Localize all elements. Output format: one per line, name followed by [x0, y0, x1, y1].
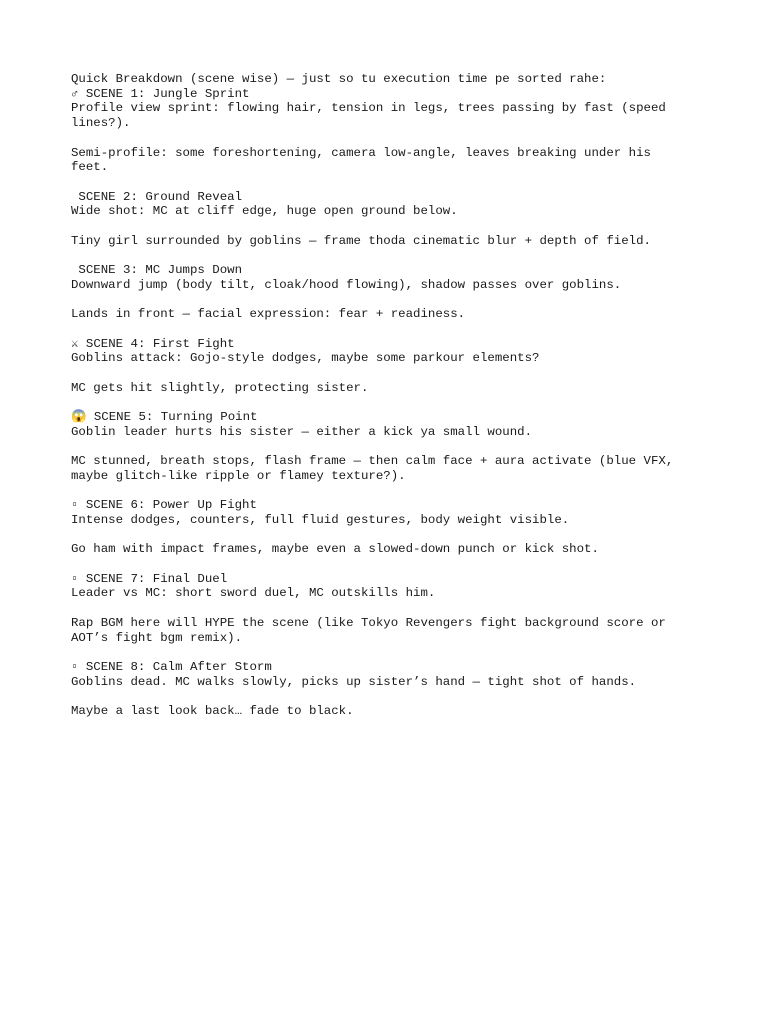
- blank-line: [71, 484, 711, 499]
- scene-heading: ⚔ SCENE 4: First Fight: [71, 336, 235, 351]
- blank-line: [71, 439, 711, 454]
- scene-2: [71, 190, 711, 263]
- blank-line: [71, 645, 711, 660]
- scene-heading: ▫ SCENE 7: Final Duel: [71, 571, 228, 586]
- scene-text: Lands in front — facial expression: fear + readiness.: [71, 307, 466, 322]
- document-page: [71, 72, 711, 719]
- scene-text: Semi-profile: some foreshortening, camera low-angle, leaves breaking under his: [71, 145, 651, 160]
- scene-heading: SCENE 2: Ground Reveal: [71, 189, 243, 204]
- scene-heading: 😱 SCENE 5: Turning Point: [71, 410, 258, 425]
- blank-line: [71, 175, 711, 190]
- scene-text: Goblin leader hurts his sister — either a kick ya small wound.: [71, 424, 533, 439]
- scene-text: Goblins dead. MC walks slowly, picks up sister’s hand — tight shot of hands.: [71, 674, 637, 689]
- blank-line: [71, 689, 711, 704]
- blank-line: [71, 366, 711, 381]
- scene-8: [71, 660, 711, 719]
- scene-7: [71, 572, 711, 660]
- scene-text: Wide shot: MC at cliff edge, huge open ground below.: [71, 204, 458, 219]
- scene-3: [71, 263, 711, 336]
- scene-text: Leader vs MC: short sword duel, MC outskills him.: [71, 586, 436, 601]
- scene-heading: ♂ SCENE 1: Jungle Sprint: [71, 86, 250, 101]
- blank-line: [71, 131, 711, 146]
- blank-line: [71, 395, 711, 410]
- scene-4: [71, 337, 711, 410]
- intro-line: Quick Breakdown (scene wise) — just so tu execution time pe sorted rahe:: [71, 72, 607, 86]
- scene-6: [71, 498, 711, 571]
- scene-text: Goblins attack: Gojo-style dodges, maybe some parkour elements?: [71, 351, 540, 366]
- scene-text: Tiny girl surrounded by goblins — frame thoda cinematic blur + depth of field.: [71, 233, 651, 248]
- blank-line: [71, 248, 711, 263]
- scene-text: Profile view sprint: flowing hair, tension in legs, trees passing by fast (speed: [71, 101, 666, 116]
- blank-line: [71, 528, 711, 543]
- scene-heading: ▫ SCENE 6: Power Up Fight: [71, 498, 257, 513]
- scene-text: maybe glitch-like ripple or flamey texture?).: [71, 468, 406, 483]
- scene-text: AOT’s fight bgm remix).: [71, 630, 243, 645]
- scene-heading: SCENE 3: MC Jumps Down: [71, 263, 243, 278]
- scene-text: Downward jump (body tilt, cloak/hood flowing), shadow passes over goblins.: [71, 277, 622, 292]
- blank-line: [71, 322, 711, 337]
- scene-text: lines?).: [71, 116, 131, 131]
- scene-5: [71, 410, 711, 498]
- scene-1: [71, 87, 711, 190]
- scene-text: MC stunned, breath stops, flash frame — then calm face + aura activate (blue VFX,: [71, 454, 674, 469]
- scene-text: MC gets hit slightly, protecting sister.: [71, 380, 369, 395]
- scene-heading: ▫ SCENE 8: Calm After Storm: [71, 659, 272, 674]
- scene-text: Maybe a last look back… fade to black.: [71, 704, 354, 718]
- scene-text: Rap BGM here will HYPE the scene (like Tokyo Revengers fight background score or: [71, 615, 666, 630]
- blank-line: [71, 601, 711, 616]
- scene-text: feet.: [71, 160, 109, 175]
- scene-text: Intense dodges, counters, full fluid gestures, body weight visible.: [71, 512, 570, 527]
- blank-line: [71, 557, 711, 572]
- blank-line: [71, 219, 711, 234]
- blank-line: [71, 292, 711, 307]
- scene-text: Go ham with impact frames, maybe even a slowed-down punch or kick shot.: [71, 542, 599, 557]
